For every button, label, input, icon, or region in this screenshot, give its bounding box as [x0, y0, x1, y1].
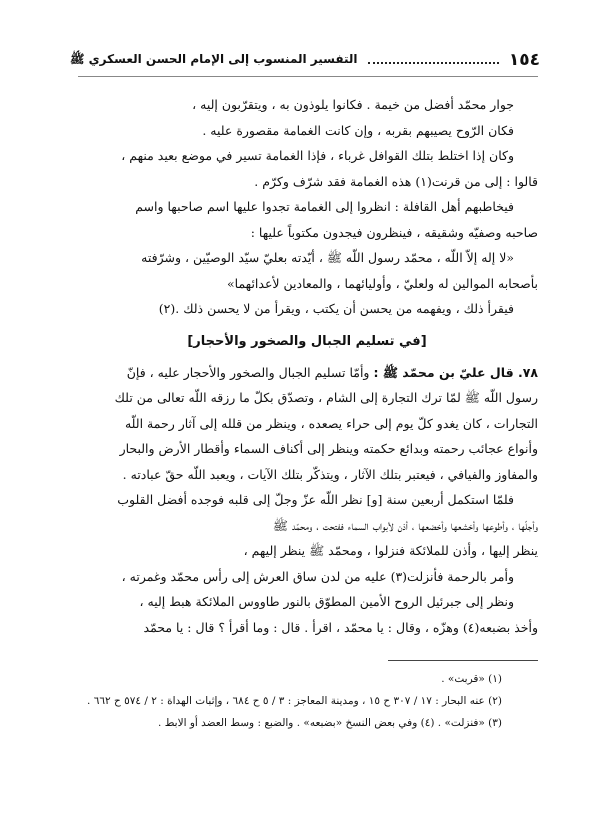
- text-line: وأخذ بضبعه(٤) وهزّه ، وقال : يا محمّد ، اقرأ . قال : وما أقرأ ؟ قال : يا محمّد: [143, 619, 538, 635]
- running-header: [70, 47, 540, 73]
- text-line: بأصحابه الموالين له ولعليّ ، وأوليائهما ، والمعادين لأعدائهما»: [227, 275, 538, 291]
- text-line: وأجلّها ، وأطوعها وأخشعها وأخضعها ، أذن لأبواب السماء ففتحت ، ومحمّد ﷺ: [272, 517, 538, 533]
- text-line: ونظر إلى جبرئيل الروح الأمين المطوّق بالنور طاووس الملائكة هبط إليه ،: [139, 594, 514, 609]
- footnote: (٢) عنه البحار : ١٧ / ٣٠٧ ح ١٥ ، ومدينة المعاجز : ٣ / ٥ ح ٦٨٤ ، وإثبات الهداة : ٢ / ٥٧٤ ح ٦٦٢ .: [87, 695, 502, 707]
- text-line: فيقرأ ذلك ، ويفهمه من يحسن أن يكتب ، ويقرأ من لا يحسن ذلك .(٢): [158, 301, 514, 316]
- page-number: ١٥٤: [508, 50, 540, 70]
- text-line: قالوا : إلى من قرنت(١) هذه الغمامة فقد شرّف وكرّم .: [254, 173, 538, 189]
- footnote-divider: [388, 660, 538, 661]
- text-line: وأمّا تسليم الجبال والصخور والأحجار عليه ، فإنّ: [126, 364, 370, 380]
- text-line: والمفاوز والفيافي ، فيعتبر بتلك الآثار ، ويتذكّر بتلك الآيات ، ويعبد اللّه حقّ عبادته .: [122, 466, 538, 482]
- text-line: رسول اللّه ﷺ لمّا ترك التجارة إلى الشام ، وتصدّق بكلّ ما رزقه اللّه تعالى من تلك: [114, 390, 538, 405]
- footnotes: [76, 668, 538, 734]
- text-line: ينظر إليها ، وأذن للملائكة فنزلوا ، ومحمّد ﷺ ينظر إليهم ،: [243, 543, 538, 558]
- footnote: (١) «قربت» .: [441, 673, 502, 685]
- header-rule: [78, 76, 538, 77]
- section-title: [في تسليم الجبال والصخور والأحجار]: [187, 333, 427, 349]
- main-text: [76, 92, 538, 640]
- text-line: وأمر بالرحمة فأنزلت(٣) عليه من لدن ساق العرش إلى رأس محمّد وغمرته ،: [121, 568, 514, 584]
- text-line: فكان الرّوح يصيبهم بقربه ، وإن كانت الغمامة مقصورة عليه .: [202, 122, 514, 138]
- text-line: «لا إله إلاّ اللّه ، محمّد رسول اللّه ﷺ ، أيّدته بعليّ سيّد الوصيّين ، وشرّفته: [141, 250, 514, 265]
- text-line: التجارات ، كان يغدو كلّ يوم إلى حراء يصعده ، وينظر من قلله إلى آثار رحمة اللّه: [124, 415, 538, 431]
- text-line: فيخاطبهم أهل القافلة : انظروا إلى الغمامة تجدوا عليها اسم صاحبها واسم: [135, 199, 514, 214]
- text-line: وأنواع عجائب رحمته وبدائع حكمته وينظر إلى أكناف السماء وأقطار الأرض والبحار: [119, 441, 538, 456]
- header-dots-divider: [368, 56, 499, 64]
- text-line: صاحبه وصفيّه وشقيقه ، فينظرون فيجدون مكتوباً عليها :: [250, 224, 538, 240]
- text-line: جوار محمّد أفضل من خيمة . فكانوا يلوذون به ، ويتقرّبون إليه ،: [192, 97, 514, 112]
- text-line: وكان إذا اختلط بتلك القوافل غرباء ، فإذا الغمامة تسير في موضع بعيد منهم ،: [121, 148, 514, 163]
- footnote: (٣) «فنزلت» . (٤) وفي بعض النسخ «بضبعه» . والضبع : وسط العضد أو الابط .: [158, 717, 502, 729]
- text-line: فلمّا استكمل أربعين سنة [و] نظر اللّه عزّ وجلّ إلى قلبه فوجده أفضل القلوب: [117, 492, 514, 507]
- paragraph-first-line: [76, 360, 538, 386]
- hadith-lead: ٧٨. قال عليّ بن محمّد ﷺ :: [373, 364, 538, 380]
- running-title: التفسير المنسوب إلى الإمام الحسن العسكري ﷺ: [70, 51, 358, 66]
